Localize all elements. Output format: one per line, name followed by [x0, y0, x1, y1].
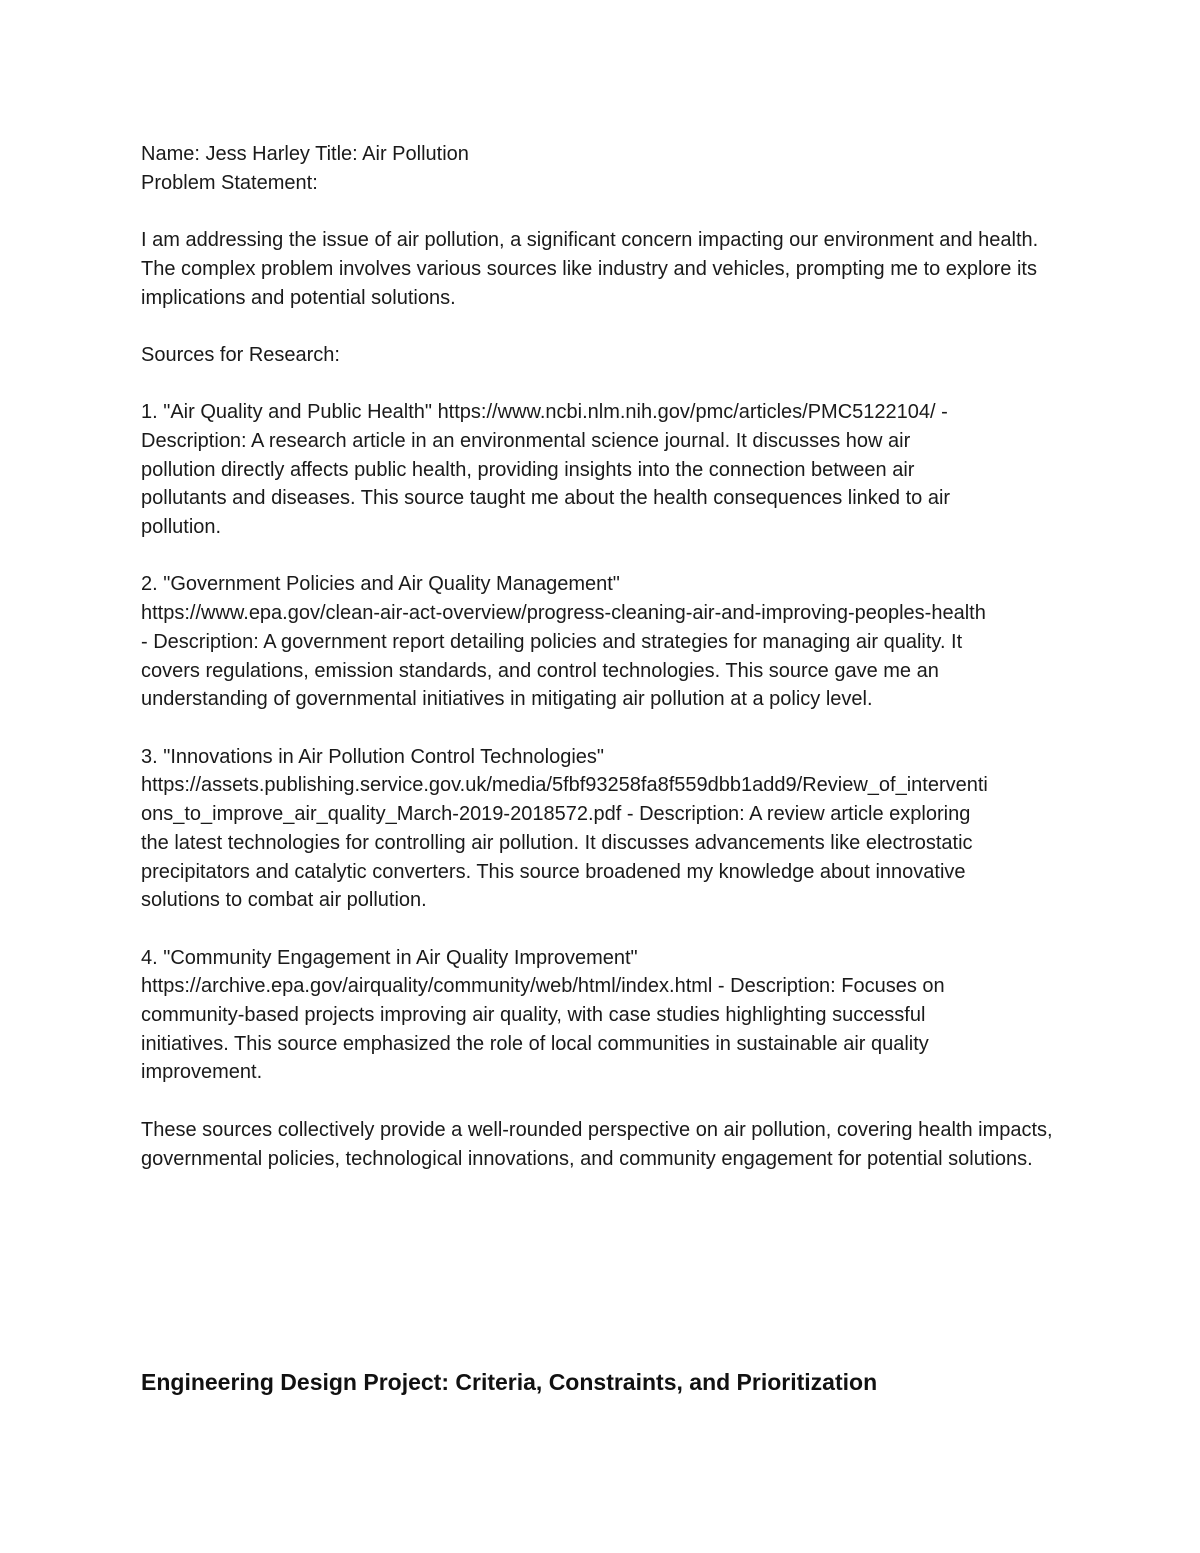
source-4-line: improvement. [141, 1061, 263, 1084]
section-heading: Engineering Design Project: Criteria, Constraints, and Prioritization [141, 1369, 878, 1395]
spacer [141, 542, 1056, 571]
source-3-line: 3. "Innovations in Air Pollution Control Technologies" [141, 745, 604, 768]
source-3-line: https://assets.publishing.service.gov.uk/media/5fbf93258fa8f559dbb1add9/Review_of_interventi [141, 774, 988, 797]
source-2-line: https://www.epa.gov/clean-air-act-overview/progress-cleaning-air-and-improving-peoples-health [141, 602, 986, 625]
spacer [141, 370, 1056, 399]
source-2-line: 2. "Government Policies and Air Quality Management" [141, 573, 620, 596]
source-entry-1 [141, 398, 1056, 542]
source-entry-4 [141, 944, 1056, 1088]
source-2-line: covers regulations, emission standards, and control technologies. This source gave me an [141, 659, 939, 682]
document-body [141, 140, 1056, 1173]
name-title-line: Name: Jess Harley Title: Air Pollution [141, 143, 469, 165]
source-3-line: the latest technologies for controlling air pollution. It discusses advancements like electrostatic [141, 831, 973, 854]
source-3-line: solutions to combat air pollution. [141, 889, 427, 912]
spacer [141, 312, 1056, 341]
source-4-line: https://archive.epa.gov/airquality/community/web/html/index.html - Description: Focuses on [141, 975, 945, 998]
source-1-line: 1. "Air Quality and Public Health" https://www.ncbi.nlm.nih.gov/pmc/articles/PMC5122104/ - [141, 401, 948, 424]
source-3-line: precipitators and catalytic converters. This source broadened my knowledge about innovative [141, 860, 966, 883]
spacer [141, 1087, 1056, 1116]
source-1-line: pollution directly affects public health, providing insights into the connection between air [141, 458, 915, 481]
sources-label: Sources for Research: [141, 343, 340, 366]
source-2-line: understanding of governmental initiatives in mitigating air pollution at a policy level. [141, 688, 873, 711]
conclusion-text: These sources collectively provide a well-rounded perspective on air pollution, covering health impacts, governmental policies, technological innovations, and community engagement for potential solutions. [141, 1118, 1053, 1170]
source-entry-3 [141, 743, 1056, 915]
spacer [141, 915, 1056, 944]
source-3-line: ons_to_improve_air_quality_March-2019-2018572.pdf - Description: A review article exploring [141, 803, 971, 826]
spacer [141, 197, 1056, 226]
source-1-line: Description: A research article in an environmental science journal. It discusses how air [141, 429, 911, 452]
spacer [141, 714, 1056, 743]
source-entry-2 [141, 570, 1056, 714]
source-4-line: community-based projects improving air quality, with case studies highlighting successful [141, 1004, 926, 1026]
source-4-line: 4. "Community Engagement in Air Quality Improvement" [141, 946, 638, 969]
source-1-line: pollutants and diseases. This source taught me about the health consequences linked to air [141, 487, 951, 510]
source-1-line: pollution. [141, 516, 222, 539]
problem-statement-text: I am addressing the issue of air pollution, a significant concern impacting our environment and health. The complex problem involves various sources like industry and vehicles, prompting me to explore its implications and potential solutions. [141, 229, 1039, 309]
problem-statement-label: Problem Statement: [141, 171, 318, 194]
source-4-line: initiatives. This source emphasized the role of local communities in sustainable air quality [141, 1032, 929, 1055]
source-2-line: - Description: A government report detailing policies and strategies for managing air quality. It [141, 630, 963, 653]
